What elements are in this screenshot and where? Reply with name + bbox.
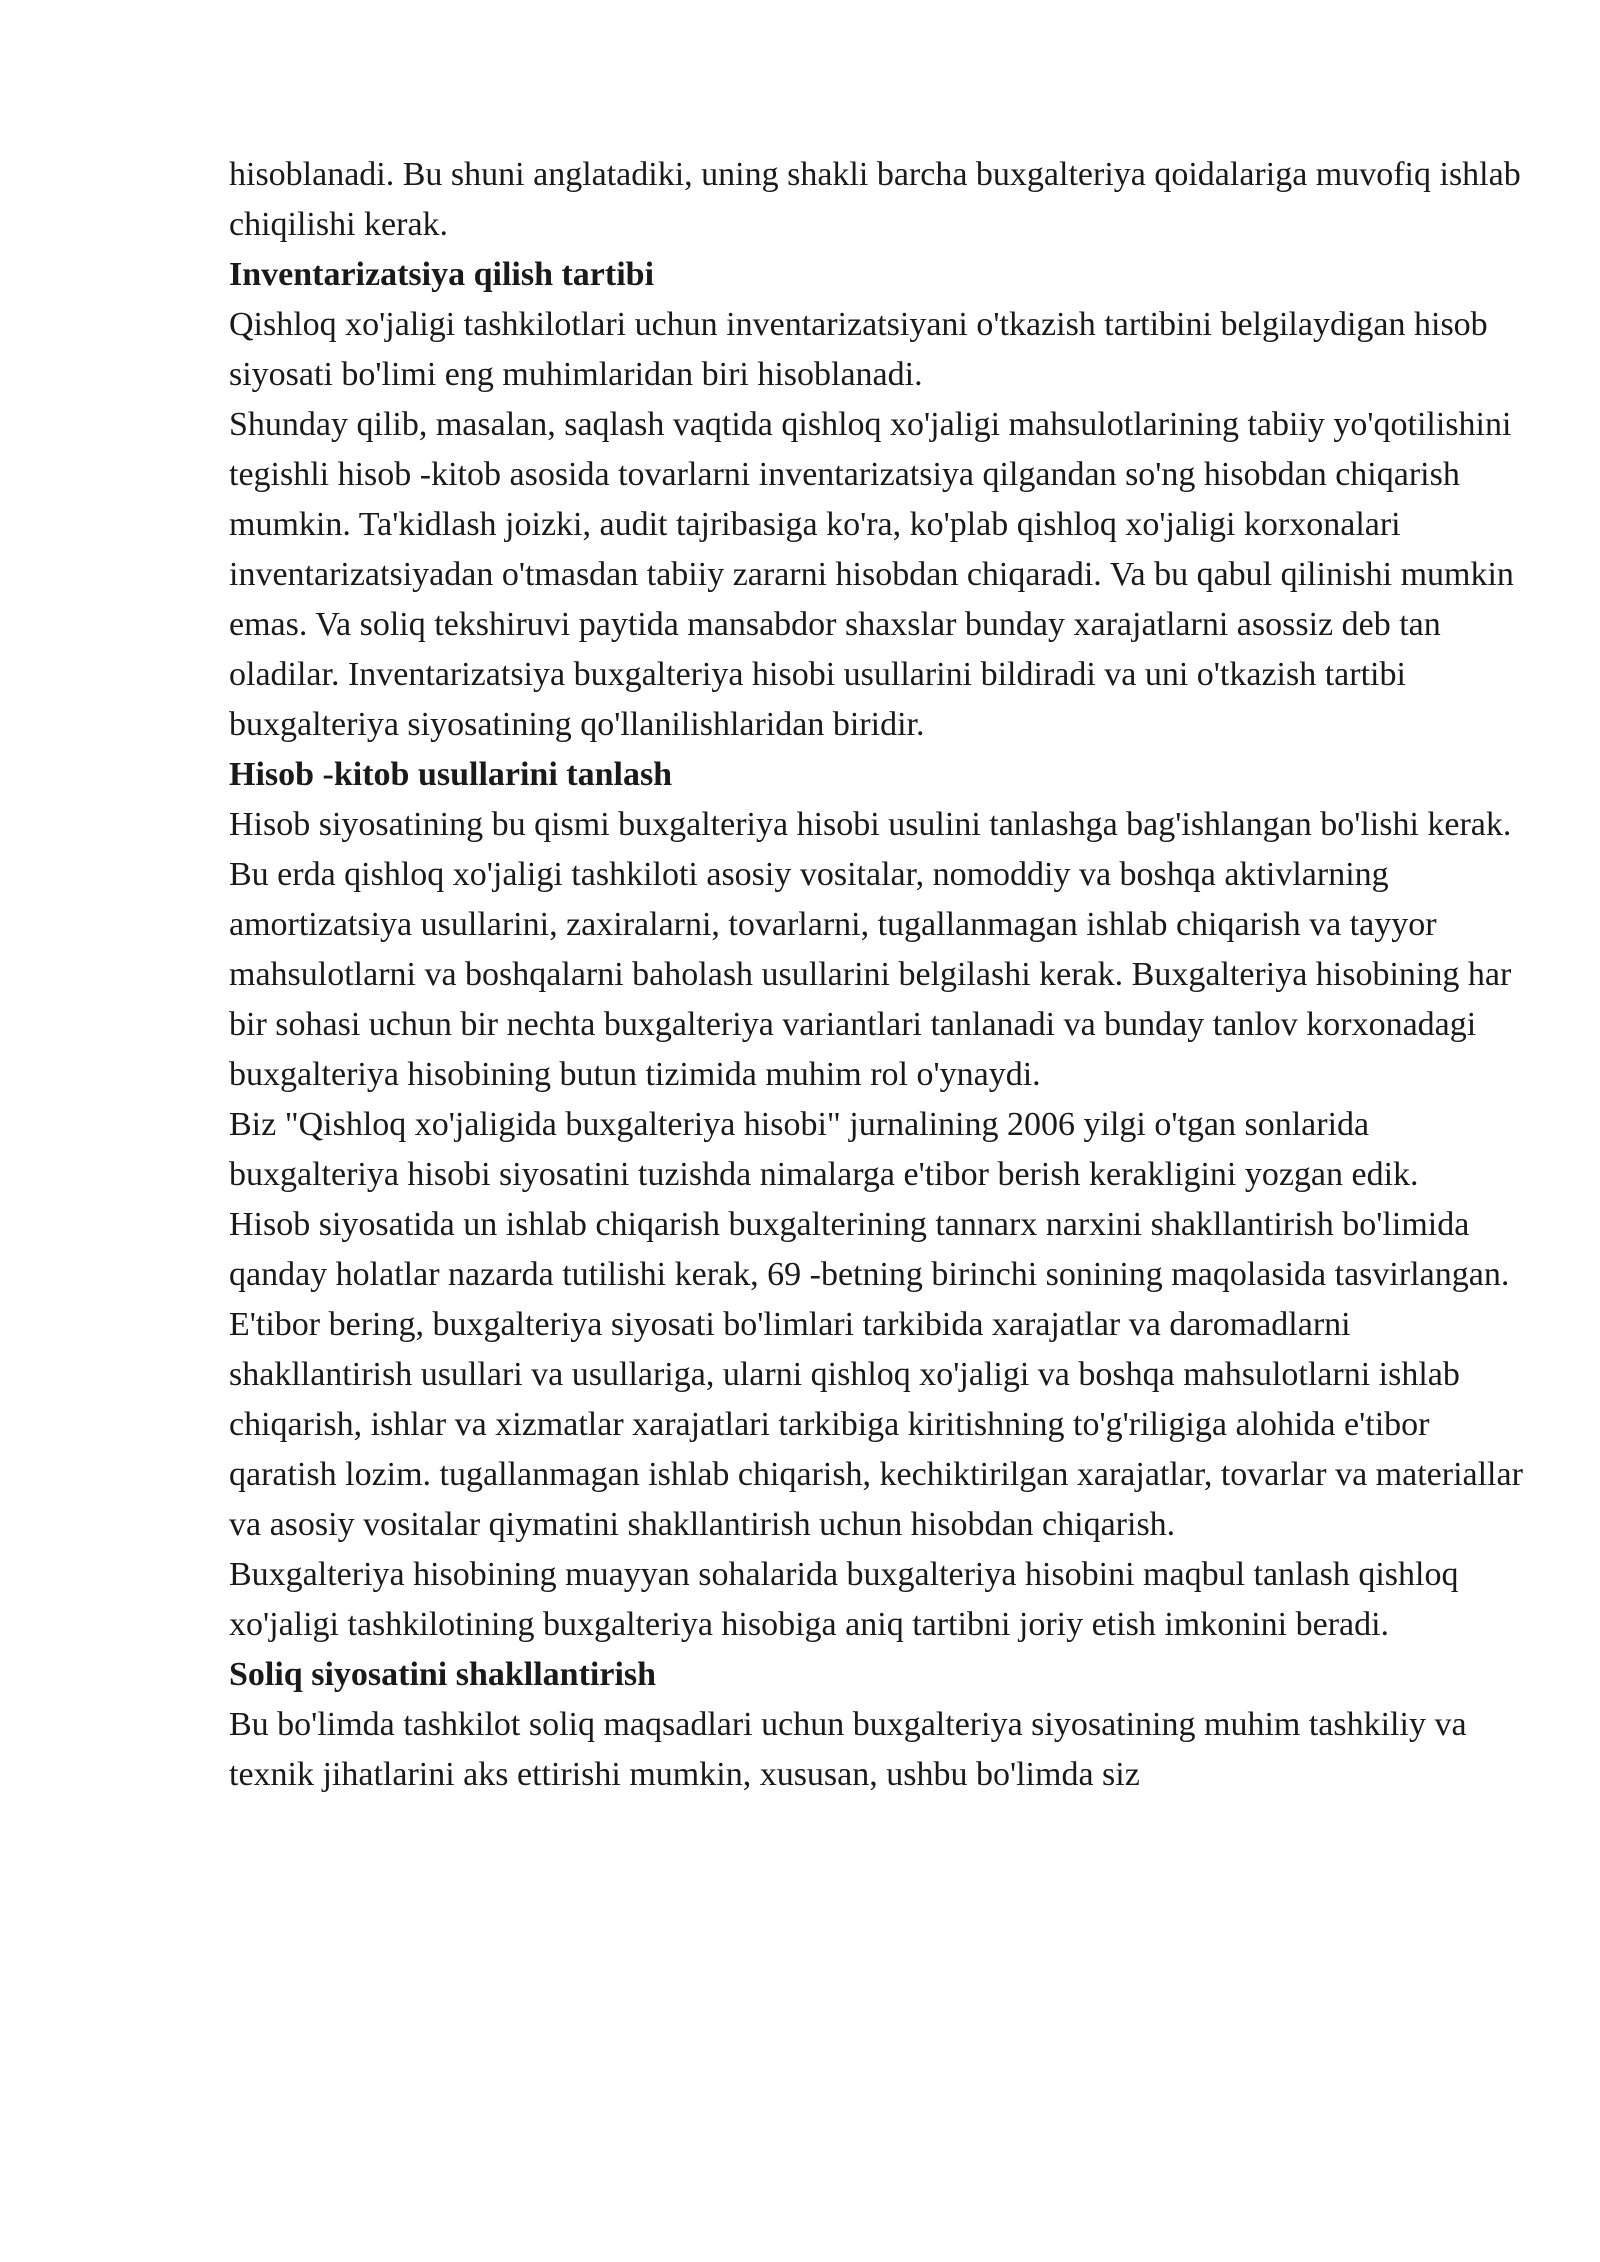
- heading-inventarizatsiya: Inventarizatsiya qilish tartibi: [229, 256, 655, 293]
- paragraph-inventory-2: Shunday qilib, masalan, saqlash vaqtida qishloq xo'jaligi mahsulotlarining tabiiy yo'qotilishini tegishli hisob -kitob asosida tovarlarni inventarizatsiya qilgandan so'ng hisobdan chiqarish mumkin. Ta'kidlash joizki, audit tajribasiga ko'ra, ko'plab qishloq xo'jaligi korxonalari inventarizatsiyadan o'tmasdan tabiiy zararni hisobdan chiqaradi. Va bu qabul qilinishi mumkin emas. Va soliq tekshiruvi paytida mansabdor shaxslar bunday xarajatlarni asossiz deb tan oladilar. Inventarizatsiya buxgalteriya hisobi usullarini bildiradi va uni o'tkazish tartibi buxgalteriya siyosatining qo'llanilishlaridan biridir.: [229, 406, 1514, 743]
- heading-soliq-siyosati: Soliq siyosatini shakllantirish: [229, 1656, 657, 1693]
- paragraph-inventory-1: Qishloq xo'jaligi tashkilotlari uchun inventarizatsiyani o'tkazish tartibini belgilaydigan hisob siyosati bo'limi eng muhimlaridan biri hisoblanadi.: [229, 306, 1488, 393]
- paragraph-methods-4: E'tibor bering, buxgalteriya siyosati bo'limlari tarkibida xarajatlar va daromadlarni shakllantirish usullari va usullariga, ularni qishloq xo'jaligi va boshqa mahsulotlarni ishlab chiqarish, ishlar va xizmatlar xarajatlari tarkibiga kiritishning to'g'riligiga alohida e'tibor qaratish lozim. tugallanmagan ishlab chiqarish, kechiktirilgan xarajatlar, tovarlar va materiallar va asosiy vositalar qiymatini shakllantirish uchun hisobdan chiqarish.: [229, 1306, 1523, 1543]
- paragraph-methods-1: Hisob siyosatining bu qismi buxgalteriya hisobi usulini tanlashga bag'ishlangan bo'lishi kerak. Bu erda qishloq xo'jaligi tashkiloti asosiy vositalar, nomoddiy va boshqa aktivlarning amortizatsiya usullarini, zaxiralarni, tovarlarni, tugallanmagan ishlab chiqarish va tayyor mahsulotlarni va boshqalarni baholash usullarini belgilashi kerak. Buxgalteriya hisobining har bir sohasi uchun bir nechta buxgalteriya variantlari tanlanadi va bunday tanlov korxonadagi buxgalteriya hisobining butun tizimida muhim rol o'ynaydi.: [229, 806, 1512, 1093]
- heading-hisob-kitob: Hisob -kitob usullarini tanlash: [229, 756, 673, 793]
- document-page: [229, 150, 1529, 1800]
- paragraph-intro: hisoblanadi. Bu shuni anglatadiki, uning shakli barcha buxgalteriya qoidalariga muvofiq ishlab chiqilishi kerak.: [229, 156, 1521, 243]
- paragraph-methods-3: Hisob siyosatida un ishlab chiqarish buxgalterining tannarx narxini shakllantirish bo'limida qanday holatlar nazarda tutilishi kerak, 69 -betning birinchi sonining maqolasida tasvirlangan.: [229, 1206, 1510, 1293]
- paragraph-methods-2: Biz "Qishloq xo'jaligida buxgalteriya hisobi" jurnalining 2006 yilgi o'tgan sonlarida buxgalteriya hisobi siyosatini tuzishda nimalarga e'tibor berish kerakligini yozgan edik.: [229, 1106, 1419, 1193]
- paragraph-methods-5: Buxgalteriya hisobining muayyan sohalarida buxgalteriya hisobini maqbul tanlash qishloq xo'jaligi tashkilotining buxgalteriya hisobiga aniq tartibni joriy etish imkonini beradi.: [229, 1556, 1459, 1643]
- paragraph-tax-1: Bu bo'limda tashkilot soliq maqsadlari uchun buxgalteriya siyosatining muhim tashkiliy va texnik jihatlarini aks ettirishi mumkin, xususan, ushbu bo'limda siz: [229, 1706, 1467, 1793]
